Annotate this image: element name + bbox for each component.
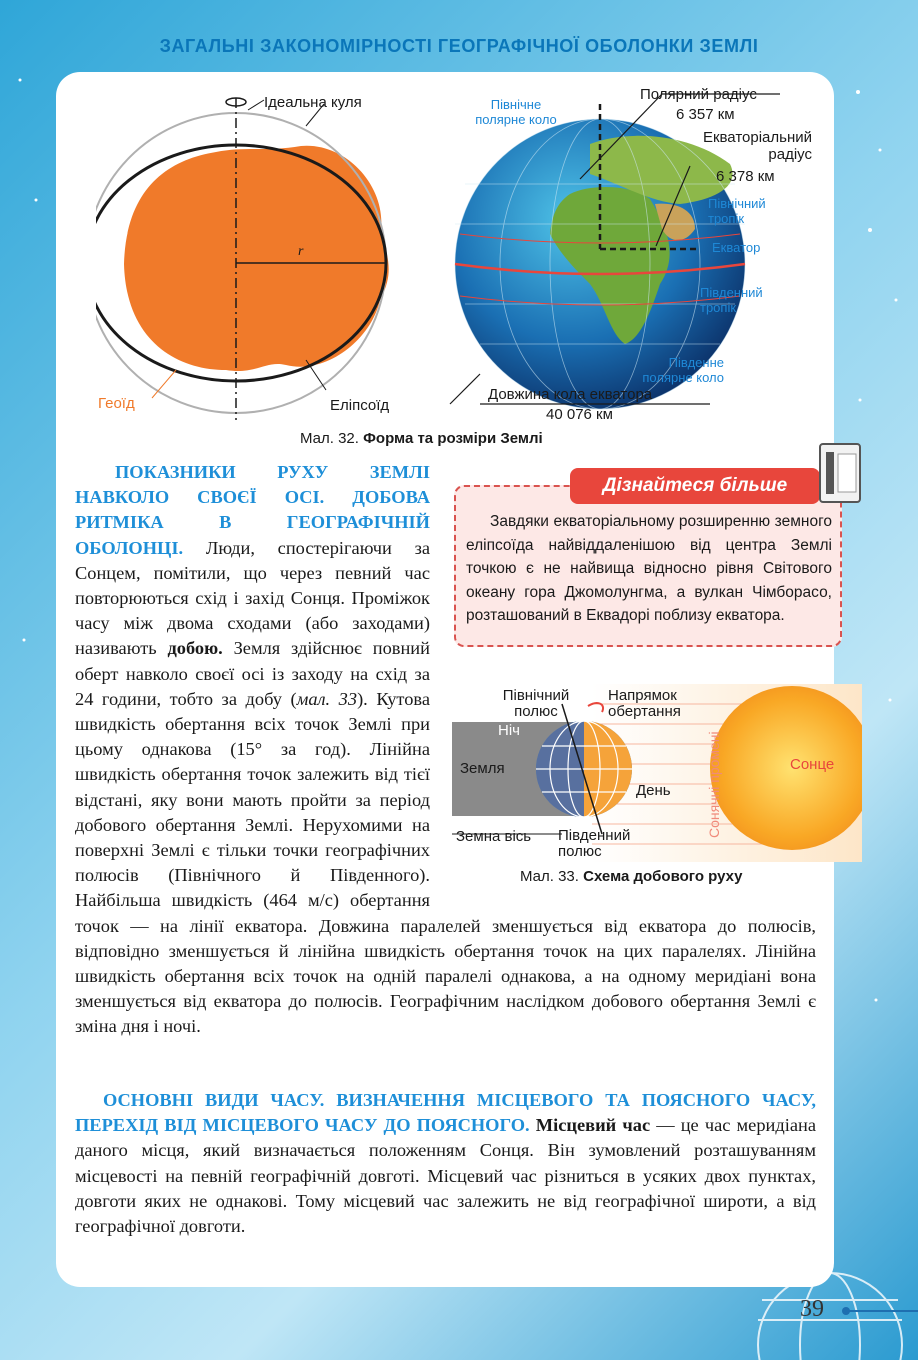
value-polar-radius: 6 357 км bbox=[676, 106, 735, 123]
label-northern-tropic: Північний тропік bbox=[708, 196, 766, 226]
label-sun: Сонце bbox=[790, 756, 835, 773]
label-earth: Земля bbox=[460, 760, 505, 777]
label-sun-rays: Сонячні промені bbox=[706, 731, 722, 838]
book-icon bbox=[818, 442, 862, 504]
info-box-text: Завдяки екваторіальному розширенню земного еліпсоїда найвіддаленішою від центра Землі точкою є не найвища відносно рівня Світового океану гора Джомолунгма, а вулкан Чімборасо, розташований в Еквадорі поблизу екватора. bbox=[466, 513, 832, 624]
section1-paragraph bbox=[75, 460, 816, 1040]
value-equatorial-radius: 6 378 км bbox=[716, 168, 775, 185]
label-south-pole: Південний полюс bbox=[558, 827, 631, 860]
figure-float-spacer bbox=[430, 460, 816, 910]
section1-heading: ПОКАЗНИКИ РУХУ ЗЕМЛІ НАВКОЛО СВОЄЇ ОСІ. ДОБОВА РИТМІКА В ГЕОГРАФІЧНІЙ ОБОЛОНЦІ. bbox=[75, 462, 430, 558]
geoid-shape bbox=[124, 146, 389, 371]
geoid-diagram bbox=[96, 90, 426, 430]
section1-text-1: Люди, спостерігаючи за Сонцем, помітили, що через певний час повторюються схід і захід Сонця. Проміжок часу між двома сходами (або заходами) називають bbox=[75, 537, 430, 659]
section2-heading: ОСНОВНІ ВИДИ ЧАСУ. ВИЗНАЧЕННЯ МІСЦЕВОГО ТА ПОЯСНОГО ЧАСУ, ПЕРЕХІД ВІД МІСЦЕВОГО ЧАСУ ДО ПОЯСНОГО. bbox=[75, 1090, 816, 1136]
info-box-tab: Дізнайтеся більше bbox=[570, 468, 820, 504]
label-equator-length: Довжина кола екватора bbox=[488, 386, 653, 403]
chapter-header: ЗАГАЛЬНІ ЗАКОНОМІРНОСТІ ГЕОГРАФІЧНОЇ ОБОЛОНКИ ЗЕМЛІ bbox=[159, 36, 759, 56]
label-polar-radius: Полярний радіус bbox=[640, 86, 757, 103]
label-north-polar-circle: Північне полярне коло bbox=[475, 97, 557, 127]
figure32-caption-title: Форма та розміри Землі bbox=[363, 430, 543, 447]
label-rotation-direction: Напрямок обертання bbox=[608, 687, 681, 720]
section1-text-2: Земля здійснює повний оберт навколо своєї осі із заходу на схід за 24 години, тобто за добу ( bbox=[75, 638, 430, 709]
ref-fig33: мал. 33 bbox=[296, 688, 358, 709]
label-equatorial-radius: Екваторіальний радіус bbox=[702, 129, 812, 163]
label-equator: Екватор bbox=[712, 240, 761, 255]
label-ideal-sphere: Ідеальна куля bbox=[264, 94, 362, 111]
figure32-caption-prefix: Мал. 32. bbox=[300, 430, 359, 447]
figure33-caption-title: Схема добового руху bbox=[583, 868, 743, 885]
term-local-time: Місцевий час bbox=[535, 1115, 651, 1136]
term-day: добою. bbox=[167, 638, 223, 659]
value-equator-length: 40 076 км bbox=[546, 406, 613, 423]
label-earth-axis: Земна вісь bbox=[456, 828, 532, 845]
section2-text: — це час меридіана даного місця, який визначається положенням Сонця. Він зумовлений розташуванням місцевості на певній географічній довготі. Місцевий час різниться в усяких двох пунктах, довготи яких не однакові. Тому місцевий час залежить не від географічної широти, а від географічної довготи. bbox=[75, 1115, 816, 1237]
page-number: 39 bbox=[800, 1296, 824, 1322]
label-day: День bbox=[636, 782, 671, 799]
figure33-caption-prefix: Мал. 33. bbox=[520, 868, 579, 885]
label-north-pole: Північний полюс bbox=[502, 687, 570, 720]
label-southern-tropic: Південний тропік bbox=[700, 285, 763, 315]
label-ellipsoid: Еліпсоїд bbox=[330, 397, 390, 414]
label-geoid: Геоїд bbox=[98, 395, 135, 412]
section1-text-3: ). Кутова швидкість обертання всіх точок Землі при цьому однакова (15° за год). Лінійна швидкість обертання точок залежить від тієї відстані, яку вони мають пройти за період добового обертання Землі. Нерухомими на поверхні Землі є тільки точки географічних полюсів (Північного й Південного). Найбільша швидкість (464 м/с) обертання точок — на лінії екватора. Довжина паралелей зменшується від екватора до полюсів, відповідно зменшується й лінійна швидкість обертання точок на цих паралелях. Лінійна швидкість обертання всіх точок на одній паралелі однакова, а на одному меридіані вона зменшується від екватора до полюсів. Географічним наслідком добового обертання Землі є зміна дня і ночі. bbox=[75, 688, 816, 1037]
label-radius: r bbox=[298, 244, 304, 259]
section2-paragraph bbox=[75, 1088, 816, 1239]
label-night: Ніч bbox=[498, 722, 520, 739]
label-south-polar-circle: Південне полярне коло bbox=[642, 355, 724, 385]
figure32-caption bbox=[300, 430, 543, 447]
